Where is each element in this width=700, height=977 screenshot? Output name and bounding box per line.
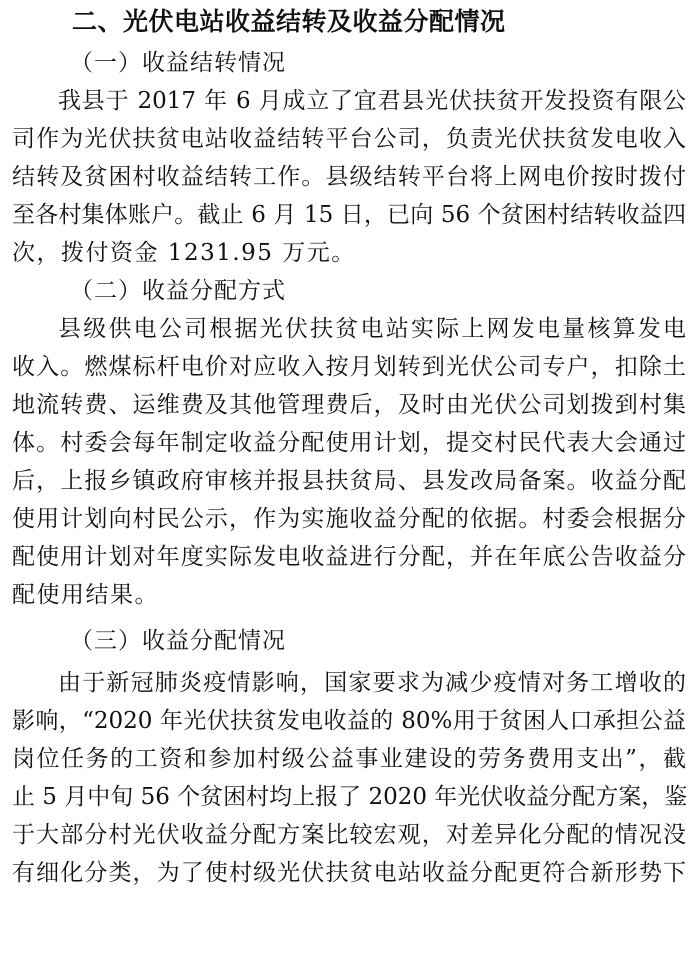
text-line: 体。村委会每年制定收益分配使用计划，提交村民代表大会通过 bbox=[12, 430, 686, 456]
text-line: 后，上报乡镇政府审核并报县扶贫局、县发改局备案。收益分配 bbox=[12, 468, 686, 494]
text-line: 我县于 2017 年 6 月成立了宜君县光伏扶贫开发投资有限公 bbox=[58, 88, 686, 114]
text-line: 地流转费、运维费及其他管理费后，及时由光伏公司划拨到村集 bbox=[12, 392, 686, 418]
paragraph-distribution-method bbox=[12, 310, 686, 614]
text-line: 使用计划向村民公示，作为实施收益分配的依据。村委会根据分 bbox=[12, 506, 686, 532]
text-line: 由于新冠肺炎疫情影响，国家要求为减少疫情对务工增收的 bbox=[58, 670, 686, 696]
text-line: 止 5 月中旬 56 个贫困村均上报了 2020 年光伏收益分配方案，鉴 bbox=[12, 784, 688, 810]
text-line: 有细化分类，为了使村级光伏扶贫电站收益分配更符合新形势下 bbox=[12, 860, 686, 886]
text-line: 次，拨付资金 1231.95 万元。 bbox=[12, 240, 356, 266]
text-line: 结转及贫困村收益结转工作。县级结转平台将上网电价按时拨付 bbox=[12, 164, 686, 190]
paragraph-income-transfer bbox=[12, 82, 686, 272]
text-line: 影响，“2020 年光伏扶贫发电收益的 80%用于贫困人口承担公益 bbox=[12, 708, 686, 734]
section-heading: 二、光伏电站收益结转及收益分配情况 bbox=[72, 7, 506, 36]
subheading-income-transfer: （一）收益结转情况 bbox=[70, 50, 286, 76]
text-line: 配使用结果。 bbox=[12, 582, 159, 608]
text-line: 县级供电公司根据光伏扶贫电站实际上网发电量核算发电 bbox=[58, 316, 686, 342]
text-line: 司作为光伏扶贫电站收益结转平台公司，负责光伏扶贫发电收入 bbox=[12, 126, 686, 152]
text-line: 于大部分村光伏收益分配方案比较宏观，对差异化分配的情况没 bbox=[12, 822, 686, 848]
text-line: 配使用计划对年度实际发电收益进行分配，并在年底公告收益分 bbox=[12, 544, 686, 570]
text-line: 收入。燃煤标杆电价对应收入按月划转到光伏公司专户，扣除土 bbox=[12, 354, 686, 380]
text-line: 至各村集体账户。截止 6 月 15 日，已向 56 个贫困村结转收益四 bbox=[12, 202, 686, 228]
subheading-distribution-status: （三）收益分配情况 bbox=[70, 628, 286, 654]
paragraph-distribution-status bbox=[12, 664, 686, 892]
text-line: 岗位任务的工资和参加村级公益事业建设的劳务费用支出”，截 bbox=[12, 746, 686, 772]
subheading-distribution-method: （二）收益分配方式 bbox=[70, 278, 286, 304]
